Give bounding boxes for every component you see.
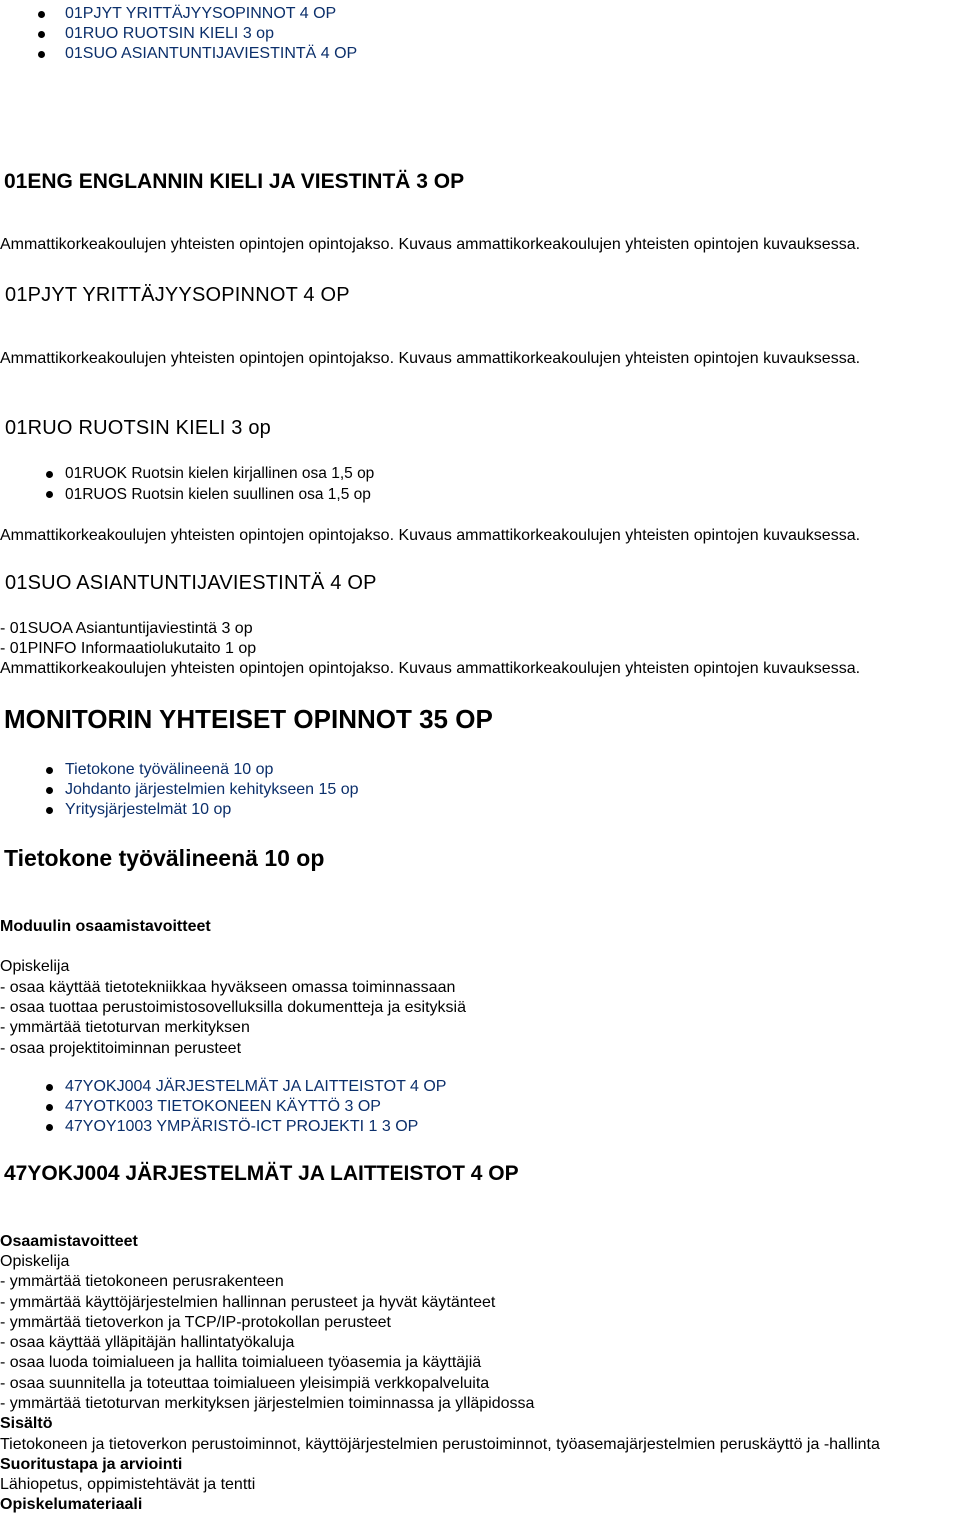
ruo-item-1: 01RUOK Ruotsin kielen kirjallinen osa 1,5 op: [65, 465, 375, 482]
page-title-monitor: MONITORIN YHTEISET OPINNOT 35 OP: [4, 704, 493, 734]
section-desc-ruo: Ammattikorkeakoulujen yhteisten opintojen opintojakso. Kuvaus ammattikorkeakoulujen yhteisten opintojen kuvauksessa.: [0, 527, 861, 544]
goal-item: - osaa tuottaa perustoimistosovelluksilla dokumentteja ja esityksiä: [0, 999, 467, 1016]
list-bullet: [38, 11, 45, 18]
goals-heading: Osaamistavoitteet: [0, 1233, 138, 1250]
link-pjyt[interactable]: 01PJYT YRITTÄJYYSOPINNOT 4 OP: [65, 5, 337, 22]
list-bullet: [46, 1124, 53, 1131]
link-johdanto[interactable]: Johdanto järjestelmien kehitykseen 15 op: [65, 781, 359, 798]
section-title-yokj: 47YOKJ004 JÄRJESTELMÄT JA LAITTEISTOT 4 OP: [4, 1162, 519, 1185]
ruo-item-2: 01RUOS Ruotsin kielen suullinen osa 1,5 op: [65, 486, 371, 503]
list-bullet: [46, 471, 53, 478]
link-yritys[interactable]: Yritysjärjestelmät 10 op: [65, 801, 232, 818]
section-title-ruo: 01RUO RUOTSIN KIELI 3 op: [5, 417, 272, 439]
list-bullet: [46, 767, 53, 774]
list-bullet: [46, 1104, 53, 1111]
link-suo[interactable]: 01SUO ASIANTUNTIJAVIESTINTÄ 4 OP: [65, 45, 358, 62]
method-text: Lähiopetus, oppimistehtävät ja tentti: [0, 1476, 256, 1493]
goals-heading: Moduulin osaamistavoitteet: [0, 918, 211, 935]
goal-item: - osaa käyttää ylläpitäjän hallintatyökaluja: [0, 1334, 295, 1351]
goal-item: - ymmärtää tietokoneen perusrakenteen: [0, 1273, 284, 1290]
goal-item: - ymmärtää tietoturvan merkityksen: [0, 1019, 250, 1036]
student-label: Opiskelija: [0, 958, 70, 975]
section-title-eng: 01ENG ENGLANNIN KIELI JA VIESTINTÄ 3 OP: [4, 170, 465, 193]
goal-item: - osaa käyttää tietotekniikkaa hyväkseen omassa toiminnassaan: [0, 979, 456, 996]
list-bullet: [46, 491, 53, 498]
list-bullet: [46, 807, 53, 814]
section-title-tyovaline: Tietokone työvälineenä 10 op: [4, 845, 325, 871]
goal-item: - ymmärtää tietoverkon ja TCP/IP-protokollan perusteet: [0, 1314, 391, 1331]
content-text: Tietokoneen ja tietoverkon perustoiminnot, käyttöjärjestelmien perustoiminnot, työasemajärjestelmien peruskäyttö ja -hallinta: [0, 1436, 880, 1453]
method-heading: Suoritustapa ja arviointi: [0, 1456, 183, 1473]
link-yotk[interactable]: 47YOTK003 TIETOKONEEN KÄYTTÖ 3 OP: [65, 1098, 381, 1115]
goal-item: - ymmärtää tietoturvan merkityksen järjestelmien toiminnassa ja ylläpidossa: [0, 1395, 535, 1412]
section-title-suo: 01SUO ASIANTUNTIJAVIESTINTÄ 4 OP: [5, 572, 377, 594]
list-bullet: [38, 31, 45, 38]
goal-item: - osaa luoda toimialueen ja hallita toimialueen työasemia ja käyttäjiä: [0, 1354, 482, 1371]
link-ruo[interactable]: 01RUO RUOTSIN KIELI 3 op: [65, 25, 274, 42]
goal-item: - osaa suunnitella ja toteuttaa toimialueen yleisimpiä verkkopalveluita: [0, 1375, 490, 1392]
list-bullet: [38, 51, 45, 58]
section-desc-suo: Ammattikorkeakoulujen yhteisten opintojen opintojakso. Kuvaus ammattikorkeakoulujen yhteisten opintojen kuvauksessa.: [0, 660, 861, 677]
link-yoy[interactable]: 47YOY1003 YMPÄRISTÖ-ICT PROJEKTI 1 3 OP: [65, 1118, 419, 1135]
section-title-pjyt: 01PJYT YRITTÄJYYSOPINNOT 4 OP: [5, 284, 350, 306]
goal-item: - ymmärtää käyttöjärjestelmien hallinnan perusteet ja hyvät käytänteet: [0, 1294, 496, 1311]
link-yokj[interactable]: 47YOKJ004 JÄRJESTELMÄT JA LAITTEISTOT 4 OP: [65, 1078, 447, 1095]
material-heading: Opiskelumateriaali: [0, 1496, 143, 1513]
suo-line-1: - 01SUOA Asiantuntijaviestintä 3 op: [0, 620, 253, 637]
link-tietokone[interactable]: Tietokone työvälineenä 10 op: [65, 761, 274, 778]
suo-line-2: - 01PINFO Informaatiolukutaito 1 op: [0, 640, 257, 657]
section-desc-pjyt: Ammattikorkeakoulujen yhteisten opintojen opintojakso. Kuvaus ammattikorkeakoulujen yhteisten opintojen kuvauksessa.: [0, 350, 861, 367]
section-desc-eng: Ammattikorkeakoulujen yhteisten opintojen opintojakso. Kuvaus ammattikorkeakoulujen yhteisten opintojen kuvauksessa.: [0, 236, 861, 253]
list-bullet: [46, 1084, 53, 1091]
list-bullet: [46, 787, 53, 794]
content-heading: Sisältö: [0, 1415, 53, 1432]
goal-item: - osaa projektitoiminnan perusteet: [0, 1040, 242, 1057]
student-label: Opiskelija: [0, 1253, 70, 1270]
